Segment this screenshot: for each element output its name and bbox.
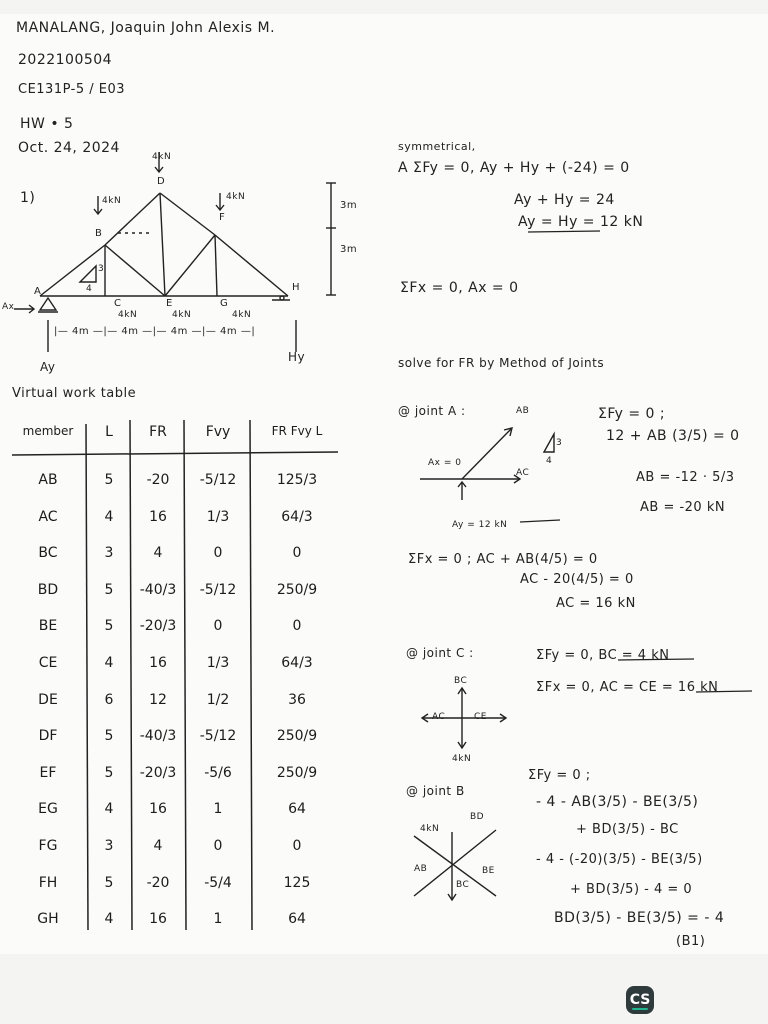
node-f: F xyxy=(219,212,226,223)
bottom-load-c: 4kN xyxy=(118,310,138,320)
node-d: D xyxy=(157,176,166,187)
table-cell: -5/12 xyxy=(199,728,237,745)
course-section: CE131P-5 / E03 xyxy=(18,82,126,97)
table-cell: 5 xyxy=(104,581,114,598)
table-cell: 0 xyxy=(213,545,223,562)
table-cell: 5 xyxy=(104,728,114,745)
table-cell: 125/3 xyxy=(276,472,318,488)
joint-c-ce-label: CE xyxy=(474,712,487,722)
student-name: MANALANG, Joaquin John Alexis M. xyxy=(16,20,276,36)
joint-a-eq1: 12 + AB (3/5) = 0 xyxy=(606,428,740,444)
sum-fx-equation: ΣFx = 0, Ax = 0 xyxy=(400,280,519,296)
table-header-fr: FR xyxy=(149,424,167,440)
horizontal-dimensions: |— 4m —|— 4m —|— 4m —|— 4m —| xyxy=(54,326,256,337)
table-cell: 0 xyxy=(213,618,223,635)
left-load-label: 4kN xyxy=(102,196,122,206)
table-cell: 16 xyxy=(149,911,167,928)
joint-c-load-label: 4kN xyxy=(452,754,472,764)
slope-rise: 3 xyxy=(98,264,105,274)
table-member-cell: FH xyxy=(38,874,58,891)
node-c: C xyxy=(114,298,122,309)
homework-number: HW • 5 xyxy=(20,116,74,132)
student-number: 2022100504 xyxy=(18,52,113,68)
table-cell: 64/3 xyxy=(281,655,313,671)
joint-c-bc-label: BC xyxy=(454,676,468,686)
table-cell: 4 xyxy=(104,801,114,818)
bottom-load-e: 4kN xyxy=(172,310,192,320)
table-cell: 1 xyxy=(213,911,223,928)
symmetrical-note: symmetrical, xyxy=(398,140,476,153)
ay-hy-result: Ay = Hy = 12 kN xyxy=(518,214,644,230)
table-cell: 4 xyxy=(153,545,163,562)
joint-c-heading: @ joint C : xyxy=(406,646,474,660)
table-header-fvy: Fvy xyxy=(205,424,231,440)
joint-a-ac-label: AC xyxy=(516,468,530,478)
table-cell: 0 xyxy=(292,545,302,562)
joint-a-eq5: AC = 16 kN xyxy=(556,596,636,611)
table-cell: 5 xyxy=(104,472,114,488)
table-cell: 6 xyxy=(104,691,114,708)
joint-b-eq3: - 4 - (-20)(3/5) - BE(3/5) xyxy=(536,852,703,867)
camscanner-badge: CS xyxy=(626,986,654,1014)
joint-a-ay-label: Ay = 12 kN xyxy=(452,520,508,530)
bottom-load-g: 4kN xyxy=(232,310,252,320)
table-cell: 1 xyxy=(213,801,223,818)
table-cell: 0 xyxy=(292,838,302,854)
joint-a-sum-fx: ΣFx = 0 ; AC + AB(4/5) = 0 xyxy=(408,552,598,567)
joint-b-be-label: BE xyxy=(482,866,495,876)
table-member-cell: GH xyxy=(37,911,59,928)
table-cell: 5 xyxy=(104,874,114,891)
table-header-member: member xyxy=(22,424,74,438)
node-a: A xyxy=(34,286,42,297)
table-cell: 64/3 xyxy=(281,508,313,525)
reaction-hy-label: Hy xyxy=(288,350,306,364)
table-cell: -5/4 xyxy=(204,874,232,891)
table-cell: 3 xyxy=(104,838,114,854)
table-cell: 4 xyxy=(104,655,114,671)
table-member-cell: DF xyxy=(38,728,58,745)
slope-run: 4 xyxy=(86,284,93,294)
reaction-ax-label: Ax xyxy=(2,302,15,312)
table-cell: 16 xyxy=(149,655,167,671)
table-member-cell: BC xyxy=(38,545,58,562)
table-member-cell: BE xyxy=(38,618,58,635)
node-b: B xyxy=(95,228,103,239)
table-member-cell: BD xyxy=(37,581,59,598)
table-member-cell: CE xyxy=(38,655,58,671)
table-title: Virtual work table xyxy=(12,386,137,401)
table-cell: -5/6 xyxy=(204,764,232,781)
joint-b-load-label: 4kN xyxy=(420,824,440,834)
table-member-cell: EF xyxy=(39,764,57,781)
joint-a-sum-fy: ΣFy = 0 ; xyxy=(598,406,666,422)
node-g: G xyxy=(220,298,229,309)
table-cell: 64 xyxy=(288,801,306,818)
joint-b-eq1: - 4 - AB(3/5) - BE(3/5) xyxy=(536,794,699,810)
table-member-cell: FG xyxy=(38,838,58,854)
joint-a-ax-label: Ax = 0 xyxy=(428,458,462,468)
table-cell: 250/9 xyxy=(276,764,318,781)
joint-b-bc-label: BC xyxy=(456,880,470,890)
table-cell: -40/3 xyxy=(139,581,177,598)
method-heading: solve for FR by Method of Joints xyxy=(398,356,605,370)
joint-a-eq3: AB = -20 kN xyxy=(640,500,726,515)
joint-a-eq2: AB = -12 · 5/3 xyxy=(636,470,735,485)
joint-b-eq4: + BD(3/5) - 4 = 0 xyxy=(570,882,693,897)
table-cell: -20/3 xyxy=(139,764,177,781)
top-load-label: 4kN xyxy=(152,152,172,162)
table-cell: 1/3 xyxy=(206,655,230,671)
table-cell: -20 xyxy=(146,472,170,488)
vertical-dimension-lower: 3m xyxy=(340,244,358,255)
table-header-product: FR Fvy L xyxy=(271,424,323,438)
joint-a-ab-label: AB xyxy=(516,406,530,416)
vertical-dimension-upper: 3m xyxy=(340,200,358,211)
table-cell: 250/9 xyxy=(276,581,318,598)
table-cell: 36 xyxy=(288,691,306,708)
table-cell: -20/3 xyxy=(139,618,177,635)
joint-b-sum-fy: ΣFy = 0 ; xyxy=(528,768,591,783)
table-member-cell: AB xyxy=(38,472,58,488)
joint-c-eq2: ΣFx = 0, AC = CE = 16 kN xyxy=(536,680,719,695)
table-cell: 4 xyxy=(104,911,114,928)
node-h: H xyxy=(292,282,301,293)
table-cell: 5 xyxy=(104,618,114,635)
table-cell: 3 xyxy=(104,545,114,562)
table-cell: -5/12 xyxy=(199,472,237,488)
joint-b-heading: @ joint B xyxy=(406,784,465,798)
joint-b-eq5: BD(3/5) - BE(3/5) = - 4 xyxy=(554,910,725,926)
joint-c-eq1: ΣFy = 0, BC = 4 kN xyxy=(536,648,670,663)
table-cell: 1/3 xyxy=(206,508,230,525)
problem-number: 1) xyxy=(20,190,36,206)
reaction-ay-label: Ay xyxy=(40,360,56,374)
table-cell: -40/3 xyxy=(139,728,177,745)
table-cell: 125 xyxy=(283,874,311,891)
ay-hy-sum: Ay + Hy = 24 xyxy=(514,192,615,208)
table-cell: 16 xyxy=(149,508,167,525)
joint-c-ac-label: AC xyxy=(432,712,446,722)
joint-b-eq2: + BD(3/5) - BC xyxy=(576,822,679,837)
joint-b-ab-label: AB xyxy=(414,864,428,874)
table-cell: -20 xyxy=(146,874,170,891)
joint-b-bd-label: BD xyxy=(470,812,485,822)
table-cell: 64 xyxy=(288,911,306,928)
node-e: E xyxy=(166,298,173,309)
table-cell: -5/12 xyxy=(199,581,237,598)
right-load-label: 4kN xyxy=(226,192,246,202)
table-cell: 12 xyxy=(149,691,167,708)
table-member-cell: EG xyxy=(38,801,58,818)
table-cell: 0 xyxy=(292,618,302,635)
table-member-cell: AC xyxy=(38,508,58,525)
table-cell: 4 xyxy=(153,838,163,854)
joint-a-eq4: AC - 20(4/5) = 0 xyxy=(520,572,634,587)
date: Oct. 24, 2024 xyxy=(18,140,120,156)
sum-fy-equation: A ΣFy = 0, Ay + Hy + (-24) = 0 xyxy=(398,160,630,176)
table-cell: 16 xyxy=(149,801,167,818)
joint-b-eq-label: (B1) xyxy=(676,934,706,949)
table-cell: 250/9 xyxy=(276,728,318,745)
table-cell: 4 xyxy=(104,508,114,525)
joint-a-triangle-run: 4 xyxy=(546,456,553,466)
joint-a-heading: @ joint A : xyxy=(398,404,466,418)
table-member-cell: DE xyxy=(38,691,58,708)
table-header-l: L xyxy=(105,424,113,440)
table-cell: 1/2 xyxy=(206,691,230,708)
table-cell: 0 xyxy=(213,838,223,854)
joint-a-triangle-rise: 3 xyxy=(556,438,563,448)
table-cell: 5 xyxy=(104,764,114,781)
